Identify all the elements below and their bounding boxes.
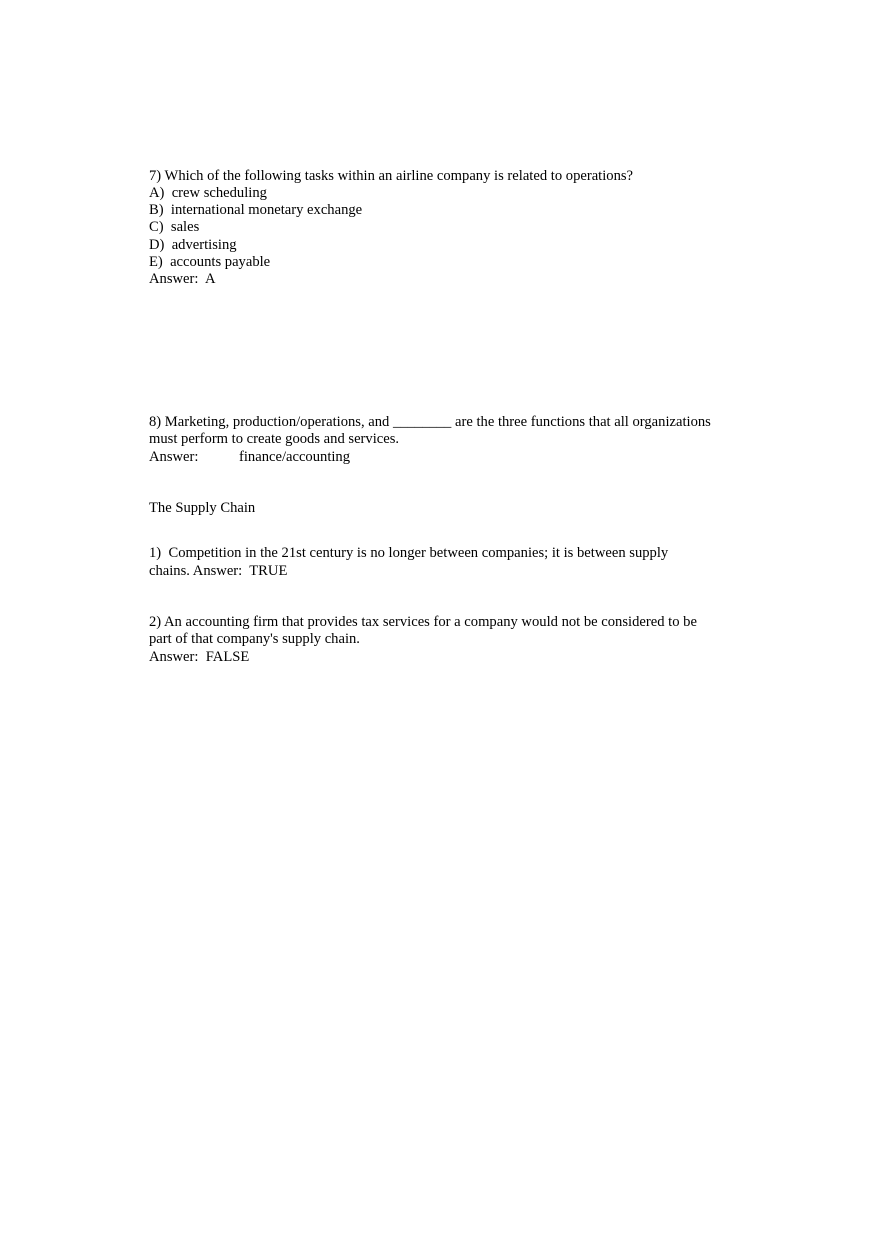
question-text-line-1: 2) An accounting firm that provides tax services for a company would not be considered to be xyxy=(149,614,697,630)
question-text-line-2: must perform to create goods and services. xyxy=(149,431,400,447)
question-text: 7) Which of the following tasks within an airline company is related to operations? xyxy=(149,168,634,184)
answer-text: Answer: A xyxy=(149,271,216,287)
option-e: E) accounts payable xyxy=(149,254,271,270)
question-text-line-2: part of that company's supply chain. xyxy=(149,631,360,647)
question-text-line-2: chains. Answer: TRUE xyxy=(149,563,288,579)
answer-text: Answer: FALSE xyxy=(149,649,250,665)
option-b: B) international monetary exchange xyxy=(149,202,363,218)
option-a: A) crew scheduling xyxy=(149,185,267,201)
option-d: D) advertising xyxy=(149,237,237,253)
question-text-line-1: 1) Competition in the 21st century is no longer between companies; it is between supply xyxy=(149,545,669,561)
answer-value: finance/accounting xyxy=(239,449,351,465)
question-text-line-1: 8) Marketing, production/operations, and ________ are the three functions that all organizations xyxy=(149,414,711,430)
option-c: C) sales xyxy=(149,219,200,235)
section-heading: The Supply Chain xyxy=(149,500,256,516)
answer-label: Answer: xyxy=(149,449,199,465)
